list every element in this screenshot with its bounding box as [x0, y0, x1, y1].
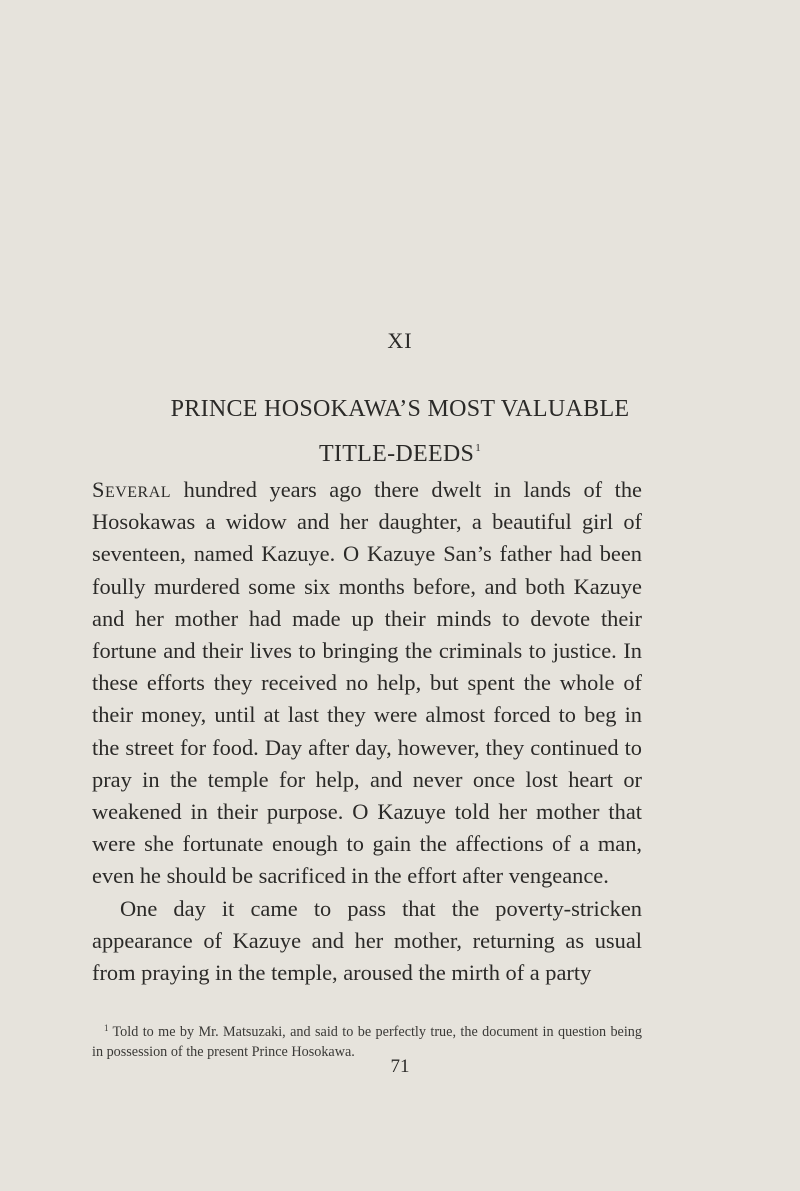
chapter-title-line1: PRINCE HOSOKAWA’S MOST VALUABLE [170, 396, 630, 422]
chapter-title [0, 390, 800, 474]
paragraph-1 [92, 474, 642, 893]
footnote-text: Told to me by Mr. Matsuzaki, and said to be perfectly true, the document in question being in possession of the present Prince Hosokawa. [92, 1024, 642, 1060]
chapter-title-line2 [0, 429, 800, 474]
chapter-title-line2-text: TITLE-DEEDS [318, 441, 475, 467]
footnote-marker: 1 [104, 1023, 109, 1033]
paragraph-1-text: hundred years ago there dwelt in lands of the Hosokawas a widow and her daughter, a beautiful girl of seventeen, named Kazuye. O Kazuye San’s father had been foully murdered some six months before, and both Kazuye and her mother had made up their minds to devote their fortune and their lives to bringing the criminals to justice. In these efforts they received no help, but spent the whole of their money, until at last they were almost forced to beg in the street for food. Day after day, however, they continued to pray in the temple for help, and never once lost heart or weakened in their purpose. O Kazuye told her mother that were she fortunate enough to gain the affections of a man, even he should be sacrificed in the effort after vengeance. [92, 477, 642, 889]
paragraph-2: One day it came to pass that the poverty-stricken appearance of Kazuye and her mother, returning as usual from praying in the temple, aroused the mirth of a party [92, 895, 642, 986]
footnote-reference: 1 [475, 442, 482, 454]
body-text [92, 474, 642, 989]
page-number: 71 [390, 1056, 410, 1077]
chapter-number: XI [387, 328, 413, 353]
lead-word: Several [92, 477, 172, 502]
